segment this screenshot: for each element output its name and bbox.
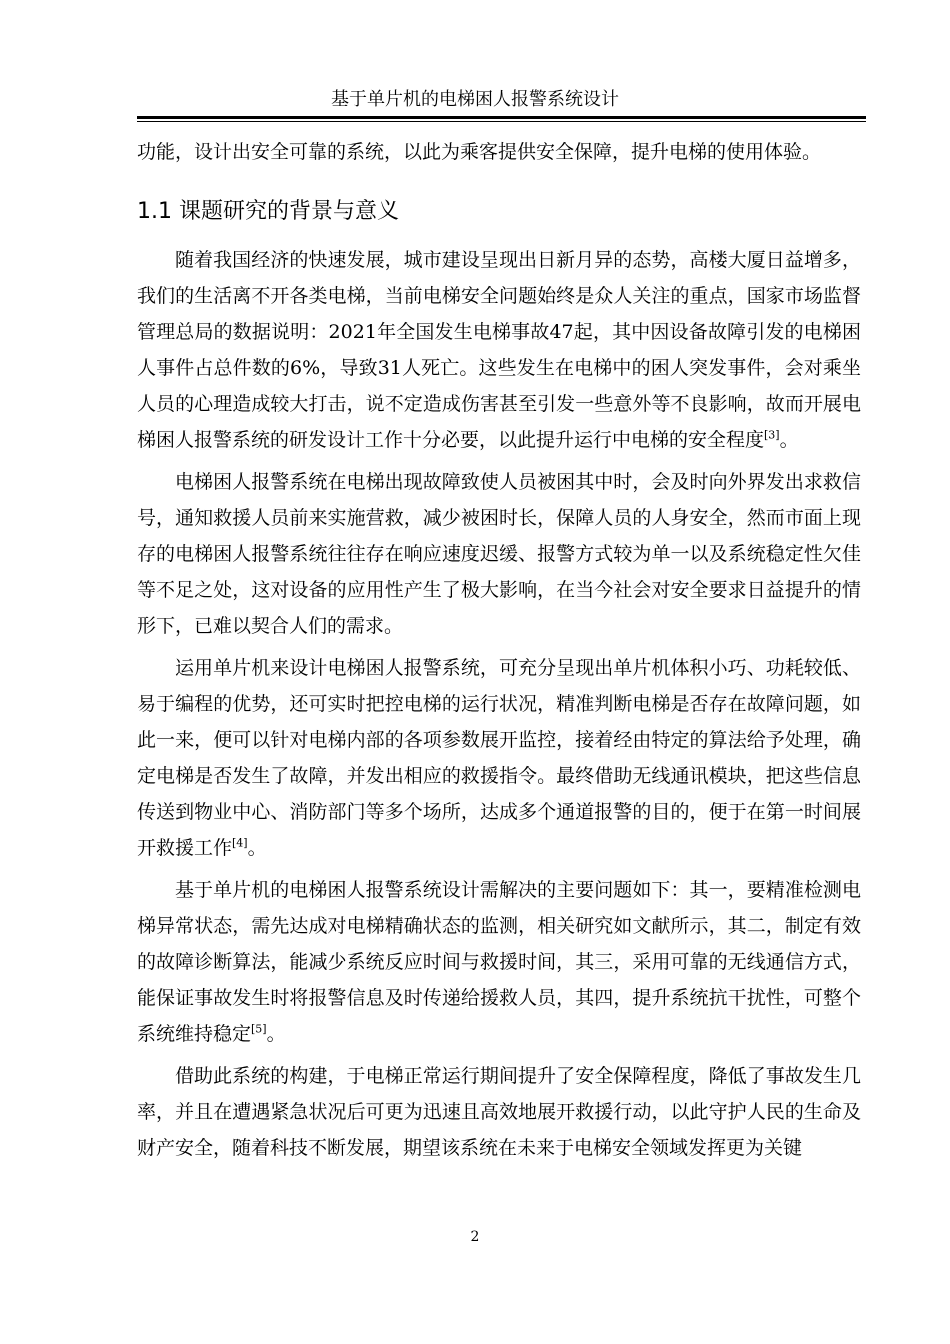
paragraph-mcu-design: [137, 650, 861, 866]
paragraph-text: 运用单片机来设计电梯困人报警系统，可充分呈现出单片机体积小巧、功耗较低、易于编程的优势，还可实时把控电梯的运行状况，精准判断电梯是否存在故障问题，如此一来，便可以针对电梯内部的各项参数展开监控，接着经由特定的算法给予处理，确定电梯是否发生了故障，并发出相应的救援指令。最终借助无线通讯模块，把这些信息传送到物业中心、消防部门等多个场所，达成多个通道报警的目的，便于在第一时间展开救援工作: [137, 657, 861, 859]
header-rule-thin: [137, 121, 866, 122]
section-heading: 1.1 课题研究的背景与意义: [137, 199, 399, 224]
paragraph-end: 。: [266, 1023, 286, 1045]
paragraph-system-description: [137, 464, 861, 644]
page-number: 2: [470, 1229, 480, 1245]
running-header-title: 基于单片机的电梯困人报警系统设计: [331, 89, 619, 110]
paragraph-text: 随着我国经济的快速发展，城市建设呈现出日新月异的态势，高楼大厦日益增多，我们的生活离不开各类电梯，当前电梯安全问题始终是众人关注的重点，国家市场监督管理总局的数据说明：2021年全国发生电梯事故47起，其中因设备故障引发的电梯困人事件占总件数的6%，导致31人死亡。这些发生在电梯中的困人突发事件，会对乘坐人员的心理造成较大打击，说不定造成伤害甚至引发一些意外等不良影响，故而开展电梯困人报警系统的研发设计工作十分必要，以此提升运行中电梯的安全程度: [137, 249, 861, 451]
header-rule-thick: [137, 116, 866, 119]
citation-ref: [4]: [232, 836, 248, 850]
citation-ref: [3]: [764, 428, 780, 442]
continuation-paragraph: 功能，设计出安全可靠的系统，以此为乘客提供安全保障，提升电梯的使用体验。: [137, 141, 822, 163]
paragraph-end: 。: [247, 837, 267, 859]
paragraph-text: 借助此系统的构建，于电梯正常运行期间提升了安全保障程度，降低了事故发生几率，并且在遭遇紧急状况后可更为迅速且高效地展开救援行动，以此守护人民的生命及财产安全，随着科技不断发展，期望该系统在未来于电梯安全领域发挥更为关键: [137, 1065, 861, 1159]
paragraph-text: 基于单片机的电梯困人报警系统设计需解决的主要问题如下：其一，要精准检测电梯异常状态，需先达成对电梯精确状态的监测，相关研究如文献所示，其二，制定有效的故障诊断算法，能减少系统反应时间与救援时间，其三，采用可靠的无线通信方式，能保证事故发生时将报警信息及时传递给援救人员，其四，提升系统抗干扰性，可整个系统维持稳定: [137, 879, 861, 1045]
paragraph-end: 。: [779, 429, 799, 451]
paragraph-text: 电梯困人报警系统在电梯出现故障致使人员被困其中时，会及时向外界发出求救信号，通知救援人员前来实施营救，减少被困时长，保障人员的人身安全，然而市面上现存的电梯困人报警系统往往存在响应速度迟缓、报警方式较为单一以及系统稳定性欠佳等不足之处，这对设备的应用性产生了极大影响，在当今社会对安全要求日益提升的情形下，已难以契合人们的需求。: [137, 471, 861, 637]
citation-ref: [5]: [251, 1022, 267, 1036]
paragraph-significance: [137, 1058, 861, 1166]
body-text: [137, 134, 861, 1166]
paragraph-background: [137, 242, 861, 458]
paragraph-main-problems: [137, 872, 861, 1052]
